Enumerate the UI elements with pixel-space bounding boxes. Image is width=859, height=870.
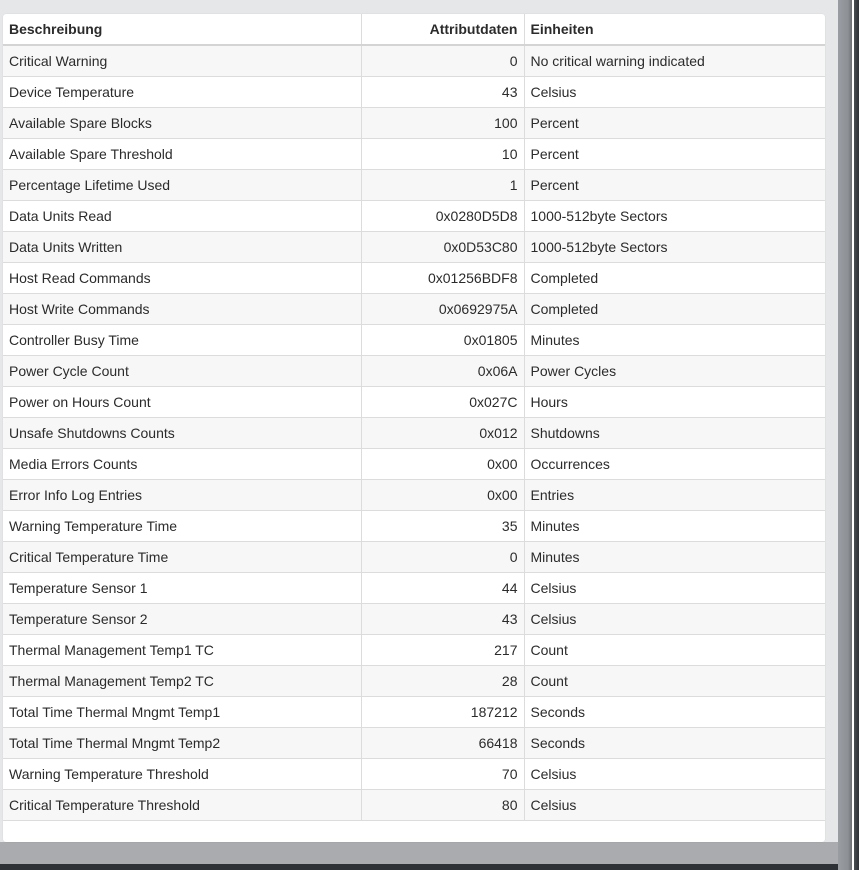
cell-units: Minutes	[524, 511, 825, 542]
cell-units: Entries	[524, 480, 825, 511]
cell-units: Completed	[524, 294, 825, 325]
cell-units: Celsius	[524, 573, 825, 604]
table-row	[3, 356, 825, 387]
table-row	[3, 170, 825, 201]
table-row	[3, 139, 825, 170]
cell-description: Device Temperature	[3, 77, 361, 108]
cell-description: Data Units Read	[3, 201, 361, 232]
cell-attribute-data: 70	[361, 759, 524, 790]
cell-attribute-data: 43	[361, 77, 524, 108]
cell-attribute-data: 0x01256BDF8	[361, 263, 524, 294]
cell-units: Percent	[524, 170, 825, 201]
table-row	[3, 294, 825, 325]
table-row	[3, 387, 825, 418]
table-row	[3, 573, 825, 604]
cell-attribute-data: 10	[361, 139, 524, 170]
cell-description: Critical Temperature Threshold	[3, 790, 361, 821]
cell-units: Occurrences	[524, 449, 825, 480]
cell-attribute-data: 0	[361, 45, 524, 77]
cell-attribute-data: 1	[361, 170, 524, 201]
cell-attribute-data: 44	[361, 573, 524, 604]
cell-description: Media Errors Counts	[3, 449, 361, 480]
cell-description: Total Time Thermal Mngmt Temp2	[3, 728, 361, 759]
cell-attribute-data: 0x0692975A	[361, 294, 524, 325]
cell-attribute-data: 187212	[361, 697, 524, 728]
cell-attribute-data: 43	[361, 604, 524, 635]
cell-units: Minutes	[524, 325, 825, 356]
table-row	[3, 108, 825, 139]
cell-attribute-data: 217	[361, 635, 524, 666]
table-row	[3, 201, 825, 232]
table-row	[3, 542, 825, 573]
cell-description: Host Read Commands	[3, 263, 361, 294]
smart-attributes-panel	[3, 14, 825, 842]
cell-description: Power on Hours Count	[3, 387, 361, 418]
cell-description: Data Units Written	[3, 232, 361, 263]
cell-attribute-data: 80	[361, 790, 524, 821]
cell-attribute-data: 0x00	[361, 449, 524, 480]
smart-attributes-table	[3, 14, 825, 821]
cell-description: Thermal Management Temp2 TC	[3, 666, 361, 697]
table-header-row	[3, 14, 825, 45]
cell-attribute-data: 0	[361, 542, 524, 573]
cell-description: Available Spare Threshold	[3, 139, 361, 170]
cell-description: Warning Temperature Threshold	[3, 759, 361, 790]
column-header-attribute-data[interactable]: Attributdaten	[361, 14, 524, 45]
cell-attribute-data: 0x0280D5D8	[361, 201, 524, 232]
table-row	[3, 604, 825, 635]
cell-units: Celsius	[524, 604, 825, 635]
table-row	[3, 45, 825, 77]
cell-units: 1000-512byte Sectors	[524, 232, 825, 263]
cell-description: Controller Busy Time	[3, 325, 361, 356]
cell-attribute-data: 66418	[361, 728, 524, 759]
table-body	[3, 45, 825, 821]
table-row	[3, 666, 825, 697]
table-row	[3, 77, 825, 108]
cell-units: Minutes	[524, 542, 825, 573]
cell-units: Percent	[524, 108, 825, 139]
cell-attribute-data: 0x01805	[361, 325, 524, 356]
cell-units: Shutdowns	[524, 418, 825, 449]
table-row	[3, 759, 825, 790]
cell-attribute-data: 0x012	[361, 418, 524, 449]
table-row	[3, 635, 825, 666]
cell-attribute-data: 0x06A	[361, 356, 524, 387]
cell-units: Power Cycles	[524, 356, 825, 387]
table-row	[3, 697, 825, 728]
cell-attribute-data: 0x0D53C80	[361, 232, 524, 263]
cell-description: Critical Temperature Time	[3, 542, 361, 573]
column-header-units[interactable]: Einheiten	[524, 14, 825, 45]
cell-attribute-data: 28	[361, 666, 524, 697]
cell-units: Celsius	[524, 790, 825, 821]
cell-attribute-data: 0x027C	[361, 387, 524, 418]
table-row	[3, 511, 825, 542]
cell-description: Percentage Lifetime Used	[3, 170, 361, 201]
table-row	[3, 325, 825, 356]
table-row	[3, 449, 825, 480]
cell-units: Seconds	[524, 697, 825, 728]
cell-attribute-data: 0x00	[361, 480, 524, 511]
table-row	[3, 232, 825, 263]
cell-description: Error Info Log Entries	[3, 480, 361, 511]
cell-description: Available Spare Blocks	[3, 108, 361, 139]
cell-units: Seconds	[524, 728, 825, 759]
cell-description: Total Time Thermal Mngmt Temp1	[3, 697, 361, 728]
cell-units: Completed	[524, 263, 825, 294]
table-row	[3, 263, 825, 294]
table-row	[3, 790, 825, 821]
cell-description: Critical Warning	[3, 45, 361, 77]
cell-units: Celsius	[524, 759, 825, 790]
cell-units: Hours	[524, 387, 825, 418]
table-row	[3, 418, 825, 449]
cell-units: No critical warning indicated	[524, 45, 825, 77]
window-right-edge	[838, 0, 859, 870]
cell-description: Temperature Sensor 1	[3, 573, 361, 604]
cell-units: Celsius	[524, 77, 825, 108]
table-row	[3, 728, 825, 759]
cell-description: Host Write Commands	[3, 294, 361, 325]
cell-units: 1000-512byte Sectors	[524, 201, 825, 232]
cell-description: Temperature Sensor 2	[3, 604, 361, 635]
cell-units: Count	[524, 666, 825, 697]
cell-attribute-data: 35	[361, 511, 524, 542]
cell-units: Percent	[524, 139, 825, 170]
table-row	[3, 480, 825, 511]
cell-description: Unsafe Shutdowns Counts	[3, 418, 361, 449]
cell-description: Warning Temperature Time	[3, 511, 361, 542]
column-header-description[interactable]: Beschreibung	[3, 14, 361, 45]
cell-description: Power Cycle Count	[3, 356, 361, 387]
cell-description: Thermal Management Temp1 TC	[3, 635, 361, 666]
window-bottom-bar	[0, 842, 838, 864]
cell-units: Count	[524, 635, 825, 666]
cell-attribute-data: 100	[361, 108, 524, 139]
